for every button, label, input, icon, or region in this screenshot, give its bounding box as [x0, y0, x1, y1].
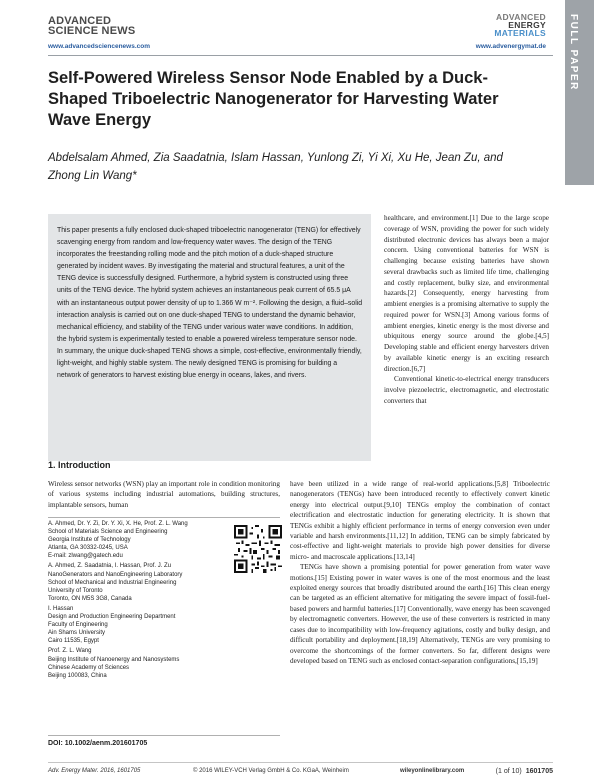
abstract-text: This paper presents a fully enclosed duck-shaped triboelectric nanogenerator (TENG) for effectively scavenging energy from random and low-frequency water waves. The design of the TENG incorporates the freestanding rolling mode and the pitch motion of a duck-shaped structure generated by incident waves. By investigating the material and structural features, a unit of the TENG device is successfully designed. Furthermore, a hybrid system is constructed using three units of the TENG device. The hybrid system achieves an instantaneous peak current of 65.5 μA with an instantaneous output power density of up to 1.366 W m⁻². Following the design, a fluid–solid interaction analysis is carried out on one duck-shaped TENG to understand the dynamic behavior, mechanical efficiency, and stability of the TENG under various water wave conditions. In addition, the hybrid system is experimentally tested to enable a powered wireless temperature sensor node. In summary, the unique duck-shaped TENG shows a simple, cost-effective, environmentally friendly, light-weight, and highly stable system. The newly designed TENG is promising for building a network of generators to harvest existing blue energy in oceans, lakes, and rivers. [57, 227, 363, 380]
logo-line: SCIENCE NEWS [48, 25, 136, 37]
affiliation-line: I. Hassan [48, 605, 74, 612]
header-url-right[interactable]: www.advenergymat.de [475, 43, 546, 50]
footer-divider [48, 762, 553, 763]
affiliation-line: Beijing 100083, China [48, 672, 107, 679]
paragraph: Conventional kinetic-to-electrical energy transducers involve piezoelectric, electromagnetic, and electrostatic converters that [384, 375, 549, 405]
affiliation-divider [48, 517, 280, 518]
body-column-right-bottom [290, 479, 550, 666]
article-number: 1601705 [525, 768, 553, 775]
affiliation-line: University of Toronto [48, 587, 103, 594]
paragraph: Wireless sensor networks (WSN) play an important role in condition monitoring of various systems including industrial automations, building structures, implantable sensors, human [48, 480, 280, 509]
affiliation-line: Faculty of Engineering [48, 622, 108, 629]
footer-page-info [496, 768, 553, 775]
footer-copyright: © 2016 WILEY-VCH Verlag GmbH & Co. KGaA, Weinheim [193, 768, 349, 774]
affiliation-block [48, 562, 230, 602]
side-tab-label: FULL PAPER [568, 14, 579, 91]
affiliation-line: Prof. Z. L. Wang [48, 648, 92, 655]
logo-line: ENERGY [508, 20, 546, 30]
footer-journal: Adv. Energy Mater. 2016, 1601705 [48, 768, 141, 774]
affiliation-line: A. Ahmed, Dr. Y. Zi, Dr. Y. Xi, X. He, Prof. Z. L. Wang [48, 521, 188, 527]
doi[interactable]: DOI: 10.1002/aenm.201601705 [48, 740, 148, 747]
header-url-left[interactable]: www.advancedsciencenews.com [48, 43, 150, 50]
affiliation-block [48, 520, 230, 560]
header-divider [48, 55, 553, 56]
affiliation-line: NanoGenerators and NanoEngineering Laboratory [48, 571, 183, 578]
affiliation-line: Atlanta, GA 30332-0245, USA [48, 545, 128, 552]
affiliation-line: A. Ahmed, Z. Saadatnia, I. Hassan, Prof. J. Zu [48, 563, 172, 570]
affiliation-line: School of Mechanical and Industrial Engineering [48, 579, 177, 586]
affiliation-block [48, 647, 230, 679]
footer-site-link[interactable]: wileyonlinelibrary.com [400, 768, 465, 774]
affiliations [48, 520, 230, 680]
journal-logo-right [446, 13, 546, 37]
affiliation-line: Cairo 11535, Egypt [48, 638, 99, 645]
logo-line: ADVANCED [48, 15, 112, 27]
author-list: Abdelsalam Ahmed, Zia Saadatnia, Islam Hassan, Yunlong Zi, Yi Xi, Xu He, Jean Zu, and Zhong Lin Wang* [48, 152, 503, 182]
affiliation-line: Design and Production Engineering Department [48, 614, 176, 621]
affiliation-line: Toronto, ON M5S 3G8, Canada [48, 595, 132, 602]
affiliation-email[interactable]: E-mail: zlwang@gatech.edu [48, 553, 123, 560]
section-heading: 1. Introduction [48, 460, 111, 470]
affiliation-line: School of Materials Science and Engineering [48, 529, 168, 536]
affiliation-line: Georgia Institute of Technology [48, 537, 131, 544]
affiliation-line: Ain Shams University [48, 630, 106, 637]
page-number: (1 of 10) [495, 768, 522, 775]
logo-line: ADVANCED [496, 12, 546, 22]
qr-code-icon[interactable] [234, 525, 282, 573]
paragraph: TENGs have shown a promising potential for power generation from water wave motions.[15] Existing power in water waves is one of the most enormous and the least exploited energy sources that broadly distributed around the earth.[16] This clean energy can be targeted as an efficient alternative for mitigating the severe impact of fossil-fuel-based powers and harmful batteries.[17] Conventionally, wave energy has been scavenged by electromagnetic converters. However, the use of these converters is restricted in many cases due to incompatibility with low-frequency agitations, costly and bulky design, and difficult portability and deployment.[18,19] Alternatively, TENGs are very promising to overcome the shortcomings of the former converters. So far, different designs were developed based on TENG such as enclosed contact-separation configurations,[15,19] [290, 563, 550, 665]
body-column-right-top [384, 213, 549, 407]
doi-divider [48, 735, 280, 736]
affiliation-line: Beijing Institute of Nanoenergy and Nanosystems [48, 656, 180, 663]
journal-logo-left [48, 16, 158, 36]
paragraph: have been utilized in a wide range of real-world applications.[5,8] Triboelectric nanogenerators (TENGs) have been introduced recently to effectively convert kinetic energy into electrical output.[9,10] TENGs employ the combination of contact electrification and electrostatic induction for generating electricity. It is shown that TENGs exhibit a highly efficient performance in terms of energy conversion even under variable and harsh environments.[11,12] In addition, TENG can be simply fabricated by cost-effective and light-weight materials to provide high power densities for diverse micro- and macroscale applications.[13,14] [290, 480, 550, 561]
logo-line: MATERIALS [494, 28, 546, 38]
article-title: Self-Powered Wireless Sensor Node Enabled by a Duck-Shaped Triboelectric Nanogenerator for Harvesting Water Wave Energy [48, 69, 499, 129]
affiliation-block [48, 605, 230, 645]
affiliation-line: Chinese Academy of Sciences [48, 664, 130, 671]
paragraph: healthcare, and environment.[1] Due to the large scope coverage of WSN, providing the power for such widely distributed electronic devices has always been a major concern. Using conventional batteries for WSN is challenging because existing batteries have shown several drawbacks such as limited life time, challenging and costly replacement, bulky size, and environmental hazards.[2] Consequently, energy harvesting from ambient energies is a promising alternative to supply the required power for WSN.[3] Among various forms of ambient energies, kinetic energy is the most diverse and ubiquitous energy source around the globe.[4,5] Developing stable and efficient energy harvesters driven by available kinetic energy is an exciting research direction.[6,7] [384, 214, 549, 373]
side-tab-label-wrap [565, 14, 594, 198]
